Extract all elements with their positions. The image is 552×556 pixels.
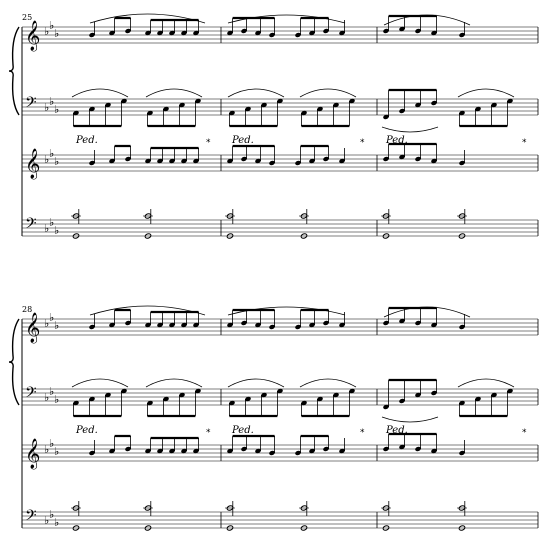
flat-icon: ♭ [49, 508, 55, 521]
flat-icon: ♭ [49, 19, 55, 32]
lh-slur [458, 379, 514, 387]
flat-icon: ♭ [54, 103, 60, 116]
flat-icon: ♭ [49, 437, 55, 450]
piano-brace-icon [9, 27, 19, 115]
flat-icon: ♭ [49, 95, 55, 108]
flat-icon: ♭ [44, 153, 50, 166]
pedal-release-mark: * [522, 138, 527, 148]
system-1-staff-2-notes [72, 89, 514, 132]
system-2-staff-1-notes [89, 306, 470, 330]
lh-slur [146, 379, 202, 387]
pedal-release-mark: * [360, 138, 365, 148]
flat-icon: ♭ [54, 224, 60, 237]
lh-slur [300, 89, 356, 97]
score-systems [9, 14, 538, 531]
flat-icon: ♭ [49, 385, 55, 398]
flat-icon: ♭ [54, 319, 60, 332]
pedal-release-mark: * [522, 428, 527, 438]
lh-slur [382, 127, 438, 132]
lh-slur [228, 379, 284, 387]
flat-icon: ♭ [49, 216, 55, 229]
lh-slur [228, 89, 284, 97]
flat-icon: ♭ [44, 101, 50, 114]
slur [228, 307, 345, 315]
flat-icon: ♭ [44, 222, 50, 235]
system-1 [9, 14, 538, 239]
pedal-mark: Ped. [232, 425, 254, 436]
pedal-release-mark: * [206, 138, 211, 148]
slur [228, 15, 345, 23]
measure-number-28: 28 [22, 305, 33, 314]
flat-icon: ♭ [44, 391, 50, 404]
pedal-mark: Ped. [386, 425, 408, 436]
flat-icon: ♭ [54, 27, 60, 40]
pedal-mark: Ped. [76, 135, 98, 146]
system-2 [9, 306, 538, 531]
bass-clef-icon: 𝄢 [25, 384, 37, 405]
bass-clef-icon: 𝄢 [25, 507, 37, 528]
treble-clef-icon: 𝄞 [25, 313, 41, 343]
piano-brace-icon [9, 319, 19, 405]
lh-slur [72, 89, 128, 97]
pedal-release-mark: * [206, 428, 211, 438]
flat-icon: ♭ [54, 516, 60, 529]
treble-clef-icon: 𝄞 [25, 21, 41, 51]
bass-clef-icon: 𝄢 [25, 94, 37, 115]
lh-slur [382, 417, 438, 422]
flat-icon: ♭ [54, 155, 60, 168]
slur [90, 14, 205, 23]
system-1-staff-1-notes [89, 14, 470, 38]
treble-clef-icon: 𝄞 [25, 149, 41, 179]
pedal-release-mark: * [360, 428, 365, 438]
flat-icon: ♭ [44, 443, 50, 456]
flat-icon: ♭ [49, 311, 55, 324]
lh-slur [300, 379, 356, 387]
lh-slur [146, 89, 202, 97]
lh-slur [72, 379, 128, 387]
slur [90, 306, 205, 315]
pedal-mark: Ped. [386, 135, 408, 146]
lh-slur [458, 89, 514, 97]
pedal-mark: Ped. [232, 135, 254, 146]
system-2-staff-2-notes [72, 379, 514, 422]
pedal-mark: Ped. [76, 425, 98, 436]
bass-clef-icon: 𝄢 [25, 215, 37, 236]
flat-icon: ♭ [54, 393, 60, 406]
flat-icon: ♭ [44, 514, 50, 527]
measure-number-25: 25 [22, 13, 33, 22]
flat-icon: ♭ [44, 317, 50, 330]
flat-icon: ♭ [54, 445, 60, 458]
flat-icon: ♭ [44, 25, 50, 38]
flat-icon: ♭ [49, 147, 55, 160]
treble-clef-icon: 𝄞 [25, 439, 41, 469]
